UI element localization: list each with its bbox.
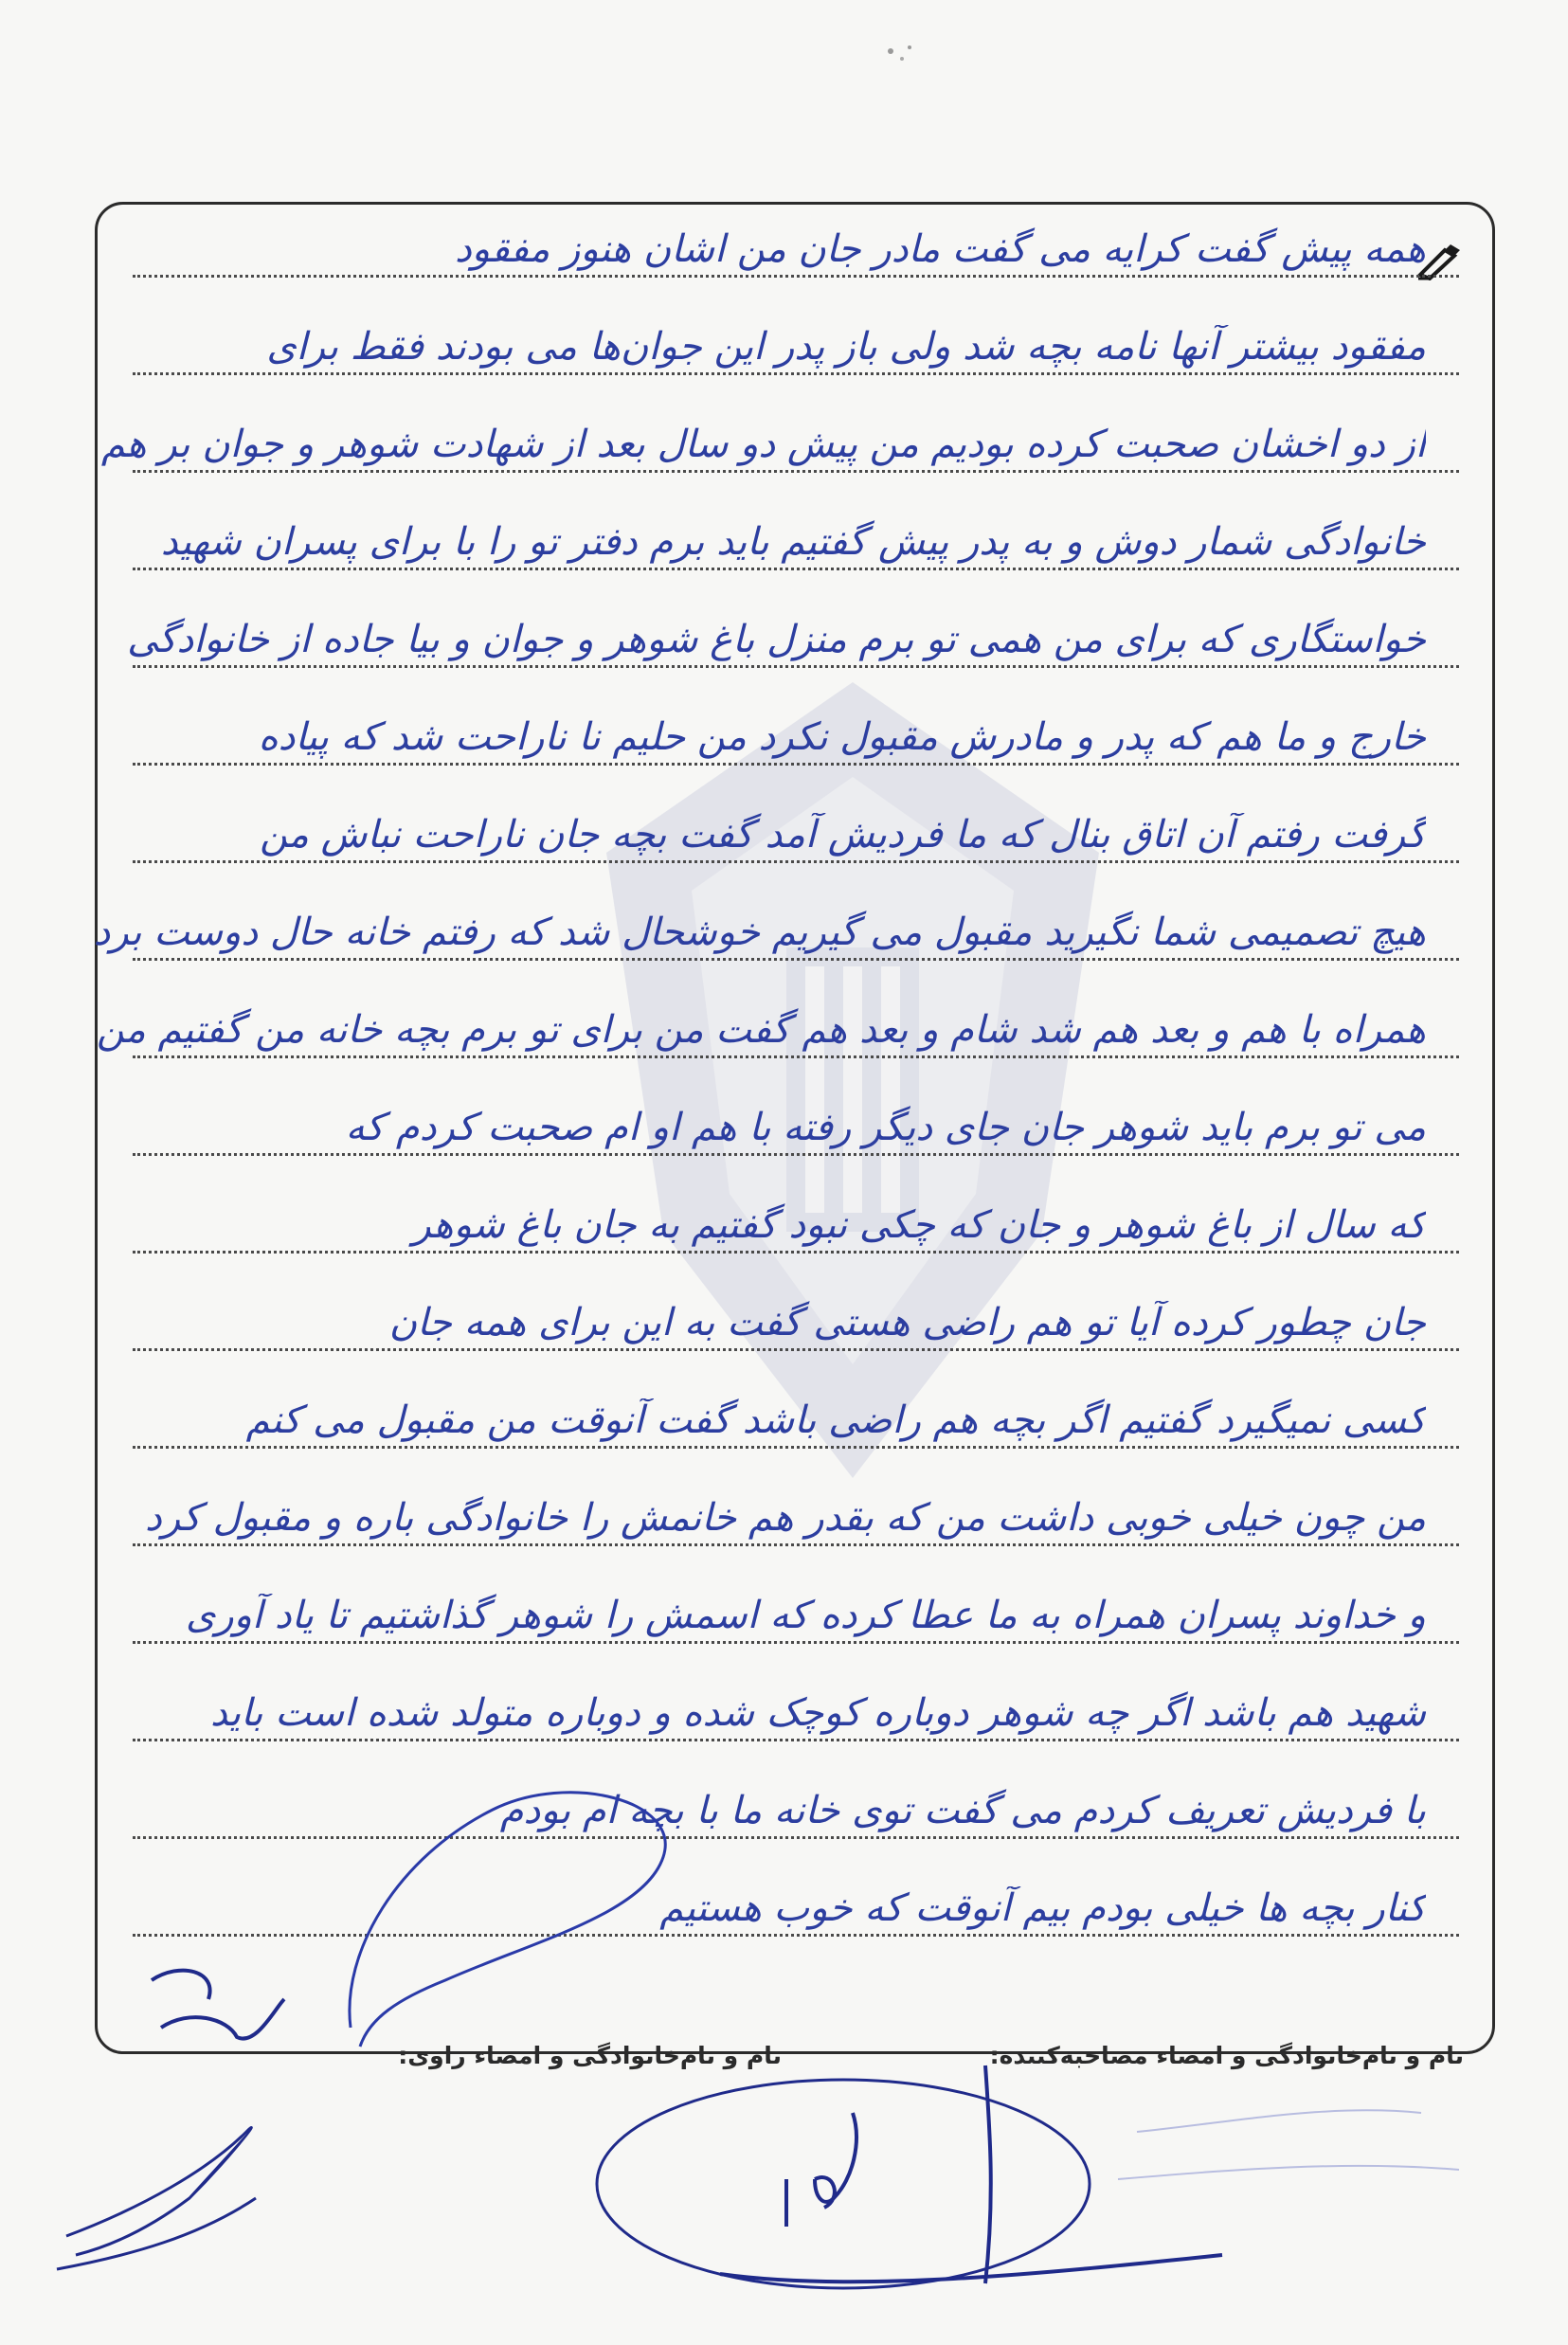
handwriting-line: و خداوند پسران همراه به ما عطا کرده که اسمش را شوهر گذاشتیم تا یاد آوری [186, 1594, 1426, 1637]
handwriting-line: جان چطور کرده آیا تو هم راضی هستی گفت به این برای همه جان [388, 1301, 1426, 1344]
handwriting-line: همه پیش گفت کرایه می گفت مادر جان من اشان هنوز مفقود [454, 227, 1426, 271]
ruled-line [133, 860, 1459, 863]
ruled-line [133, 1934, 1459, 1937]
ruled-line [133, 568, 1459, 570]
handwriting-line: هیچ تصمیمی شما نگیرید مقبول می گیریم خوشحال شد که رفتم خانه حال دوست برد [93, 911, 1426, 954]
narrator-signature-flourish [57, 2127, 256, 2269]
ruled-line [133, 1641, 1459, 1644]
ruled-line [133, 1251, 1459, 1254]
handwriting-line: با فردیش تعریف کردم می گفت توی خانه ما با بچه ام بودم [499, 1789, 1426, 1832]
handwriting-line: کنار بچه ها خیلی بودم بیم آنوقت که خوب هستیم [659, 1886, 1426, 1930]
ruled-line [133, 1153, 1459, 1156]
handwriting-line: من چون خیلی خوبی داشت من که بقدر هم خانمش را خانوادگی باره و مقبول کرد [145, 1496, 1426, 1540]
narrator-signature-label: نام و نام‌خانوادگی و امضاء راوی: [398, 2042, 782, 2069]
handwriting-line: از دو اخشان صحبت کرده بودیم من پیش دو سال بعد از شهادت شوهر و جوان بر هم [100, 423, 1426, 466]
handwriting-line: شهید هم باشد اگر چه شوهر دوباره کوچک شده و دوباره متولد شده است باید [210, 1691, 1426, 1735]
handwriting-line: گرفت رفتم آن اتاق بنال که ما فردیش آمد گفت بچه جان ناراحت نباش من [260, 813, 1426, 857]
ruled-line [133, 1348, 1459, 1351]
interviewer-signature-label: نام و نام‌خانوادگی و امضاء مصاحبه‌کننده: [989, 2042, 1464, 2069]
handwriting-line: خواستگاری که برای من همی تو برم منزل باغ شوهر و جوان و بیا جاده از خانوادگی [127, 618, 1426, 661]
ruled-line [133, 1543, 1459, 1546]
handwriting-line: می تو برم باید شوهر جان جای دیگر رفته با هم او ام صحبت کردم که [345, 1106, 1426, 1149]
ruled-line [133, 1055, 1459, 1058]
interviewer-signature-oval [597, 2080, 1090, 2288]
ruled-line [133, 470, 1459, 473]
handwriting-line: خانوادگی شمار دوش و به پدر پیش گفتیم باید برم دفتر تو را با برای پسران شهید [160, 520, 1426, 564]
ruled-line [133, 275, 1459, 278]
interviewer-signature-strokes [720, 2065, 1222, 2283]
ruled-line [133, 372, 1459, 375]
handwriting-line: کسی نمیگیرد گفتیم اگر بچه هم راضی باشد گفت آنوقت من مقبول می کنم [245, 1398, 1426, 1442]
ruled-line [133, 665, 1459, 668]
handwriting-line: همراه با هم و بعد هم شد شام و بعد هم گفت من برای تو برم بچه خانه من گفتیم من [96, 1008, 1426, 1052]
ruled-line [133, 958, 1459, 961]
ruled-line [133, 1836, 1459, 1839]
ruled-line [133, 1739, 1459, 1741]
interviewer-signature-number [786, 2177, 835, 2227]
ruled-line [133, 763, 1459, 766]
handwriting-line: مفقود بیشتر آنها نامه بچه شد ولی باز پدر این جوان‌ها می بودند فقط برای [266, 325, 1426, 369]
handwriting-line: خارج و ما هم که پدر و مادرش مقبول نکرد من حلیم نا ناراحت شد که پیاده [258, 715, 1426, 759]
handwriting-line: که سال از باغ شوهر و جان که چکی نبود گفتیم به جان باغ شوهر [412, 1203, 1426, 1247]
ink-smudge-icon [881, 38, 919, 76]
ruled-line [133, 1446, 1459, 1449]
